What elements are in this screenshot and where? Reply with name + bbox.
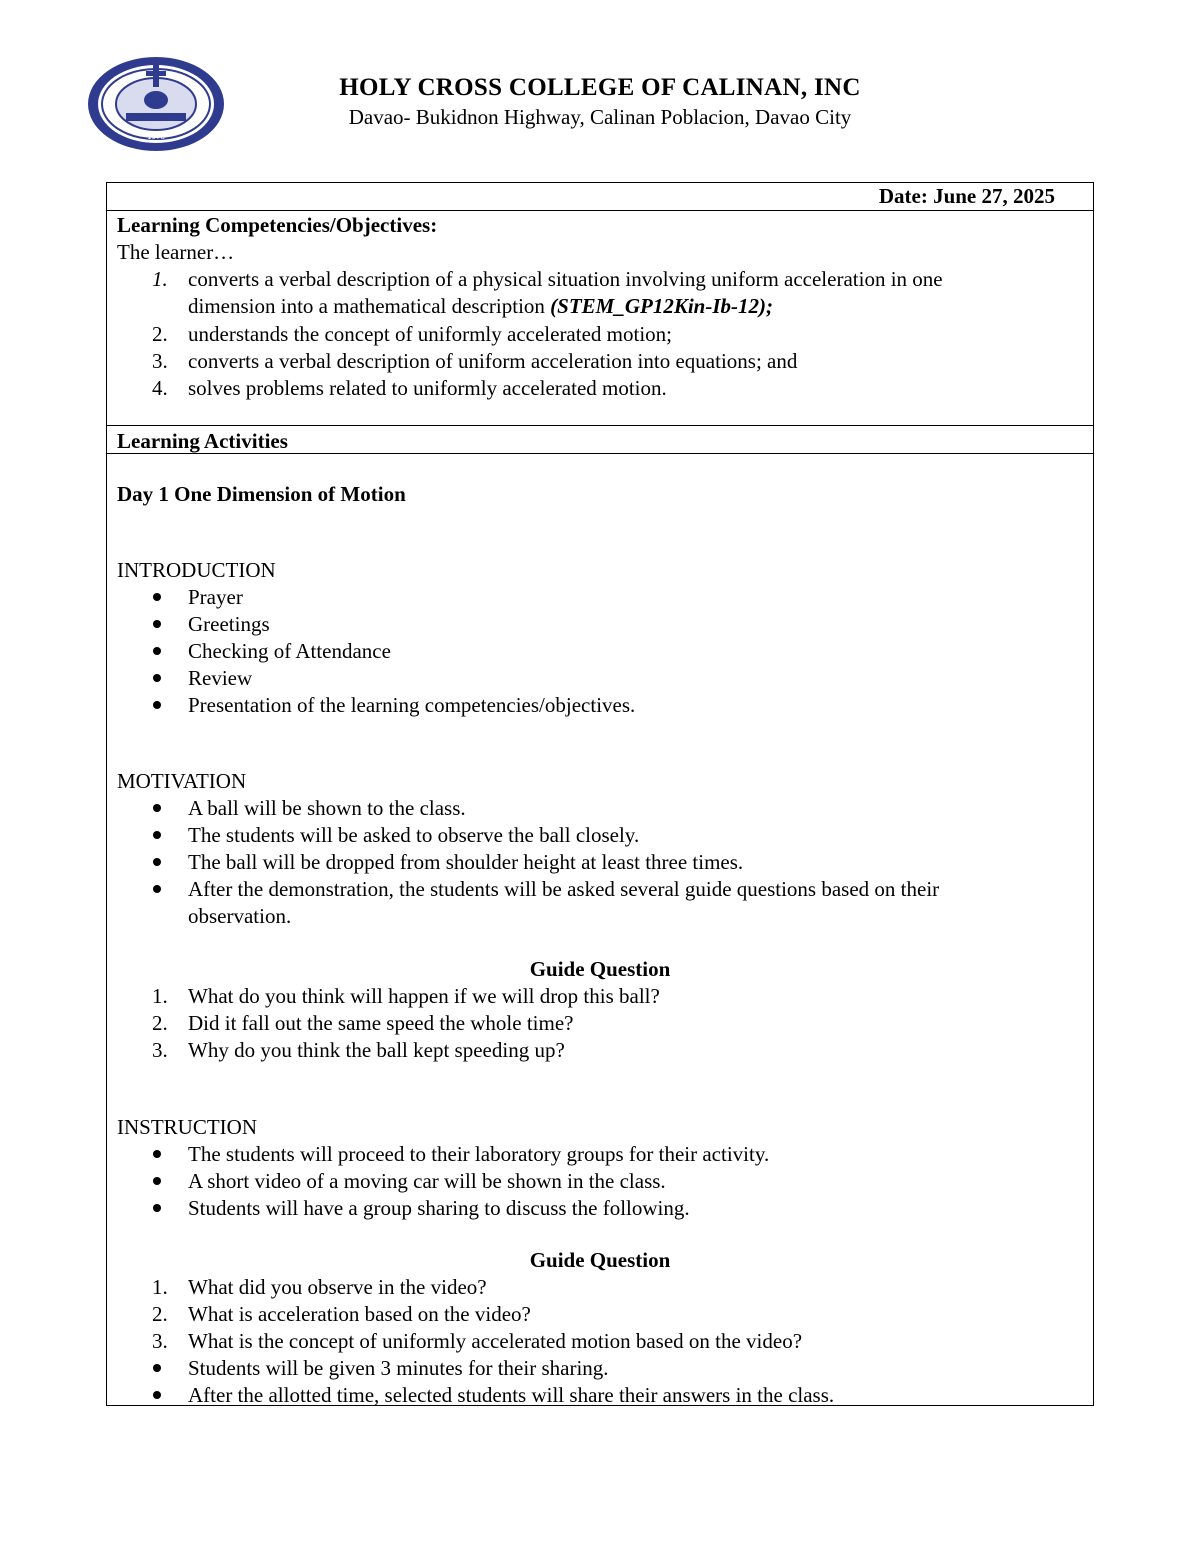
- day-title: Day 1 One Dimension of Motion: [117, 482, 406, 506]
- list-item: Prayer: [188, 585, 243, 609]
- objective-item: solves problems related to uniformly accelerated motion.: [188, 376, 667, 400]
- guide-question: What do you think will happen if we will drop this ball?: [188, 984, 660, 1008]
- bullet-icon: [153, 701, 161, 709]
- question-number: 3.: [152, 1329, 168, 1353]
- bullet-icon: [153, 858, 161, 866]
- list-item: Presentation of the learning competencies/objectives.: [188, 693, 636, 717]
- list-item: After the demonstration, the students will be asked several guide questions based on their: [188, 877, 940, 901]
- list-item: A short video of a moving car will be shown in the class.: [188, 1169, 666, 1193]
- objective-number: 3.: [152, 349, 168, 373]
- objective-item: understands the concept of uniformly accelerated motion;: [188, 322, 672, 346]
- competencies-heading: Learning Competencies/Objectives:: [117, 213, 438, 237]
- institution-address: Davao- Bukidnon Highway, Calinan Poblacion, Davao City: [348, 105, 852, 129]
- introduction-heading: INTRODUCTION: [117, 558, 276, 582]
- instruction-heading: INSTRUCTION: [117, 1115, 257, 1139]
- list-item: Checking of Attendance: [188, 639, 391, 663]
- motivation-heading: MOTIVATION: [117, 769, 247, 793]
- activities-heading: Learning Activities: [117, 429, 288, 453]
- guide-question: Why do you think the ball kept speeding up?: [188, 1038, 565, 1062]
- table-divider: [106, 425, 1094, 426]
- school-seal-icon: [86, 55, 226, 153]
- bullet-icon: [153, 1364, 161, 1372]
- question-number: 3.: [152, 1038, 168, 1062]
- list-item: A ball will be shown to the class.: [188, 796, 466, 820]
- list-item: The students will be asked to observe the ball closely.: [188, 823, 640, 847]
- institution-name: HOLY CROSS COLLEGE OF CALINAN, INC: [339, 74, 861, 101]
- guide-question-heading: Guide Question: [529, 1248, 671, 1272]
- guide-question: What is acceleration based on the video?: [188, 1302, 531, 1326]
- bullet-icon: [153, 885, 161, 893]
- svg-text:1978: 1978: [147, 133, 165, 141]
- guide-question-heading: Guide Question: [529, 957, 671, 981]
- guide-question: What did you observe in the video?: [188, 1275, 487, 1299]
- bullet-icon: [153, 804, 161, 812]
- objective-number: 4.: [152, 376, 168, 400]
- bullet-icon: [153, 1150, 161, 1158]
- bullet-icon: [153, 674, 161, 682]
- list-item: Students will be given 3 minutes for their sharing.: [188, 1356, 609, 1380]
- question-number: 2.: [152, 1302, 168, 1326]
- bullet-icon: [153, 593, 161, 601]
- guide-question: Did it fall out the same speed the whole time?: [188, 1011, 574, 1035]
- question-number: 2.: [152, 1011, 168, 1035]
- list-item: The ball will be dropped from shoulder height at least three times.: [188, 850, 744, 874]
- question-number: 1.: [152, 984, 168, 1008]
- list-item: Greetings: [188, 612, 270, 636]
- bullet-icon: [153, 831, 161, 839]
- objective-item-continued: [188, 293, 773, 320]
- objective-number: 1.: [152, 267, 168, 291]
- competencies-intro: The learner…: [117, 240, 235, 264]
- bullet-icon: [153, 620, 161, 628]
- objective-text: dimension into a mathematical description: [188, 294, 551, 318]
- guide-question: What is the concept of uniformly accelerated motion based on the video?: [188, 1329, 803, 1353]
- bullet-icon: [153, 647, 161, 655]
- question-number: 1.: [152, 1275, 168, 1299]
- list-item: Review: [188, 666, 253, 690]
- date-label: Date: June 27, 2025: [878, 184, 1055, 208]
- table-divider: [106, 210, 1094, 211]
- list-item: Students will have a group sharing to discuss the following.: [188, 1196, 690, 1220]
- competency-code: (STEM_GP12Kin-Ib-12);: [550, 294, 774, 318]
- objective-item: converts a verbal description of a physical situation involving uniform acceleration in one: [188, 267, 943, 291]
- bullet-icon: [153, 1204, 161, 1212]
- bullet-icon: [153, 1391, 161, 1399]
- list-item: The students will proceed to their laboratory groups for their activity.: [188, 1142, 770, 1166]
- list-item-continued: observation.: [188, 904, 292, 928]
- list-item: After the allotted time, selected students will share their answers in the class.: [188, 1383, 835, 1407]
- bullet-icon: [153, 1177, 161, 1185]
- objective-number: 2.: [152, 322, 168, 346]
- objective-item: converts a verbal description of uniform acceleration into equations; and: [188, 349, 798, 373]
